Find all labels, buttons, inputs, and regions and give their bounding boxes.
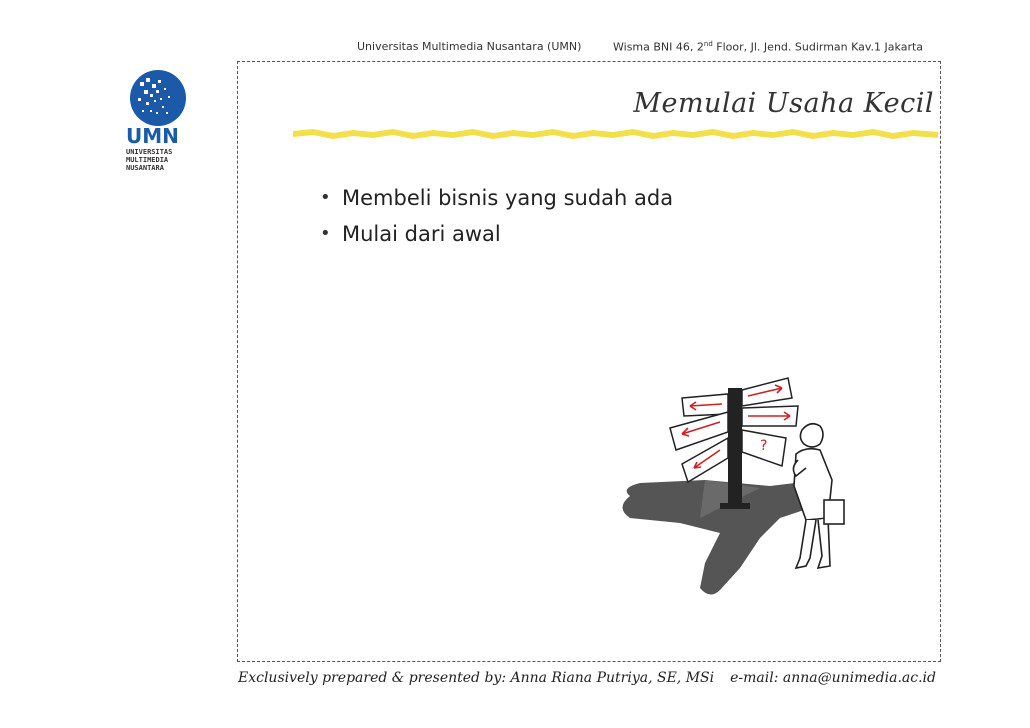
bullet-list — [320, 180, 673, 252]
footer-email: e-mail: anna@unimedia.ac.id — [730, 670, 936, 686]
header-address — [613, 40, 923, 54]
header-university: Universitas Multimedia Nusantara (UMN) — [357, 40, 582, 53]
signpost-pole — [728, 388, 742, 508]
logo-abbr: UMN — [126, 124, 179, 148]
address-sup: nd — [703, 40, 713, 48]
title-underline — [293, 128, 938, 140]
bullet-item — [320, 180, 673, 216]
logo-line3: NUSANTARA — [126, 164, 164, 172]
logo-line2: MULTIMEDIA — [126, 156, 169, 164]
bullet-dot-icon: • — [320, 187, 331, 208]
bullet-text: Mulai dari awal — [342, 222, 501, 246]
footer-credit: Exclusively prepared & presented by: Anna Riana Putriya, SE, MSi — [238, 670, 715, 686]
slide-title: Memulai Usaha Kecil — [633, 88, 934, 119]
address-suffix: Floor, Jl. Jend. Sudirman Kav.1 Jakarta — [712, 40, 924, 54]
logo-line1: UNIVERSITAS — [126, 148, 173, 156]
address-prefix: Wisma BNI 46, 2 — [613, 40, 704, 54]
bullet-item — [320, 216, 673, 252]
umn-logo — [126, 68, 190, 178]
businessman-figure — [793, 424, 844, 568]
crossroads-signpost-businessman-icon — [610, 368, 870, 618]
bullet-dot-icon: • — [320, 223, 331, 244]
bullet-text: Membeli bisnis yang sudah ada — [342, 186, 674, 210]
question-mark: ? — [760, 438, 768, 454]
